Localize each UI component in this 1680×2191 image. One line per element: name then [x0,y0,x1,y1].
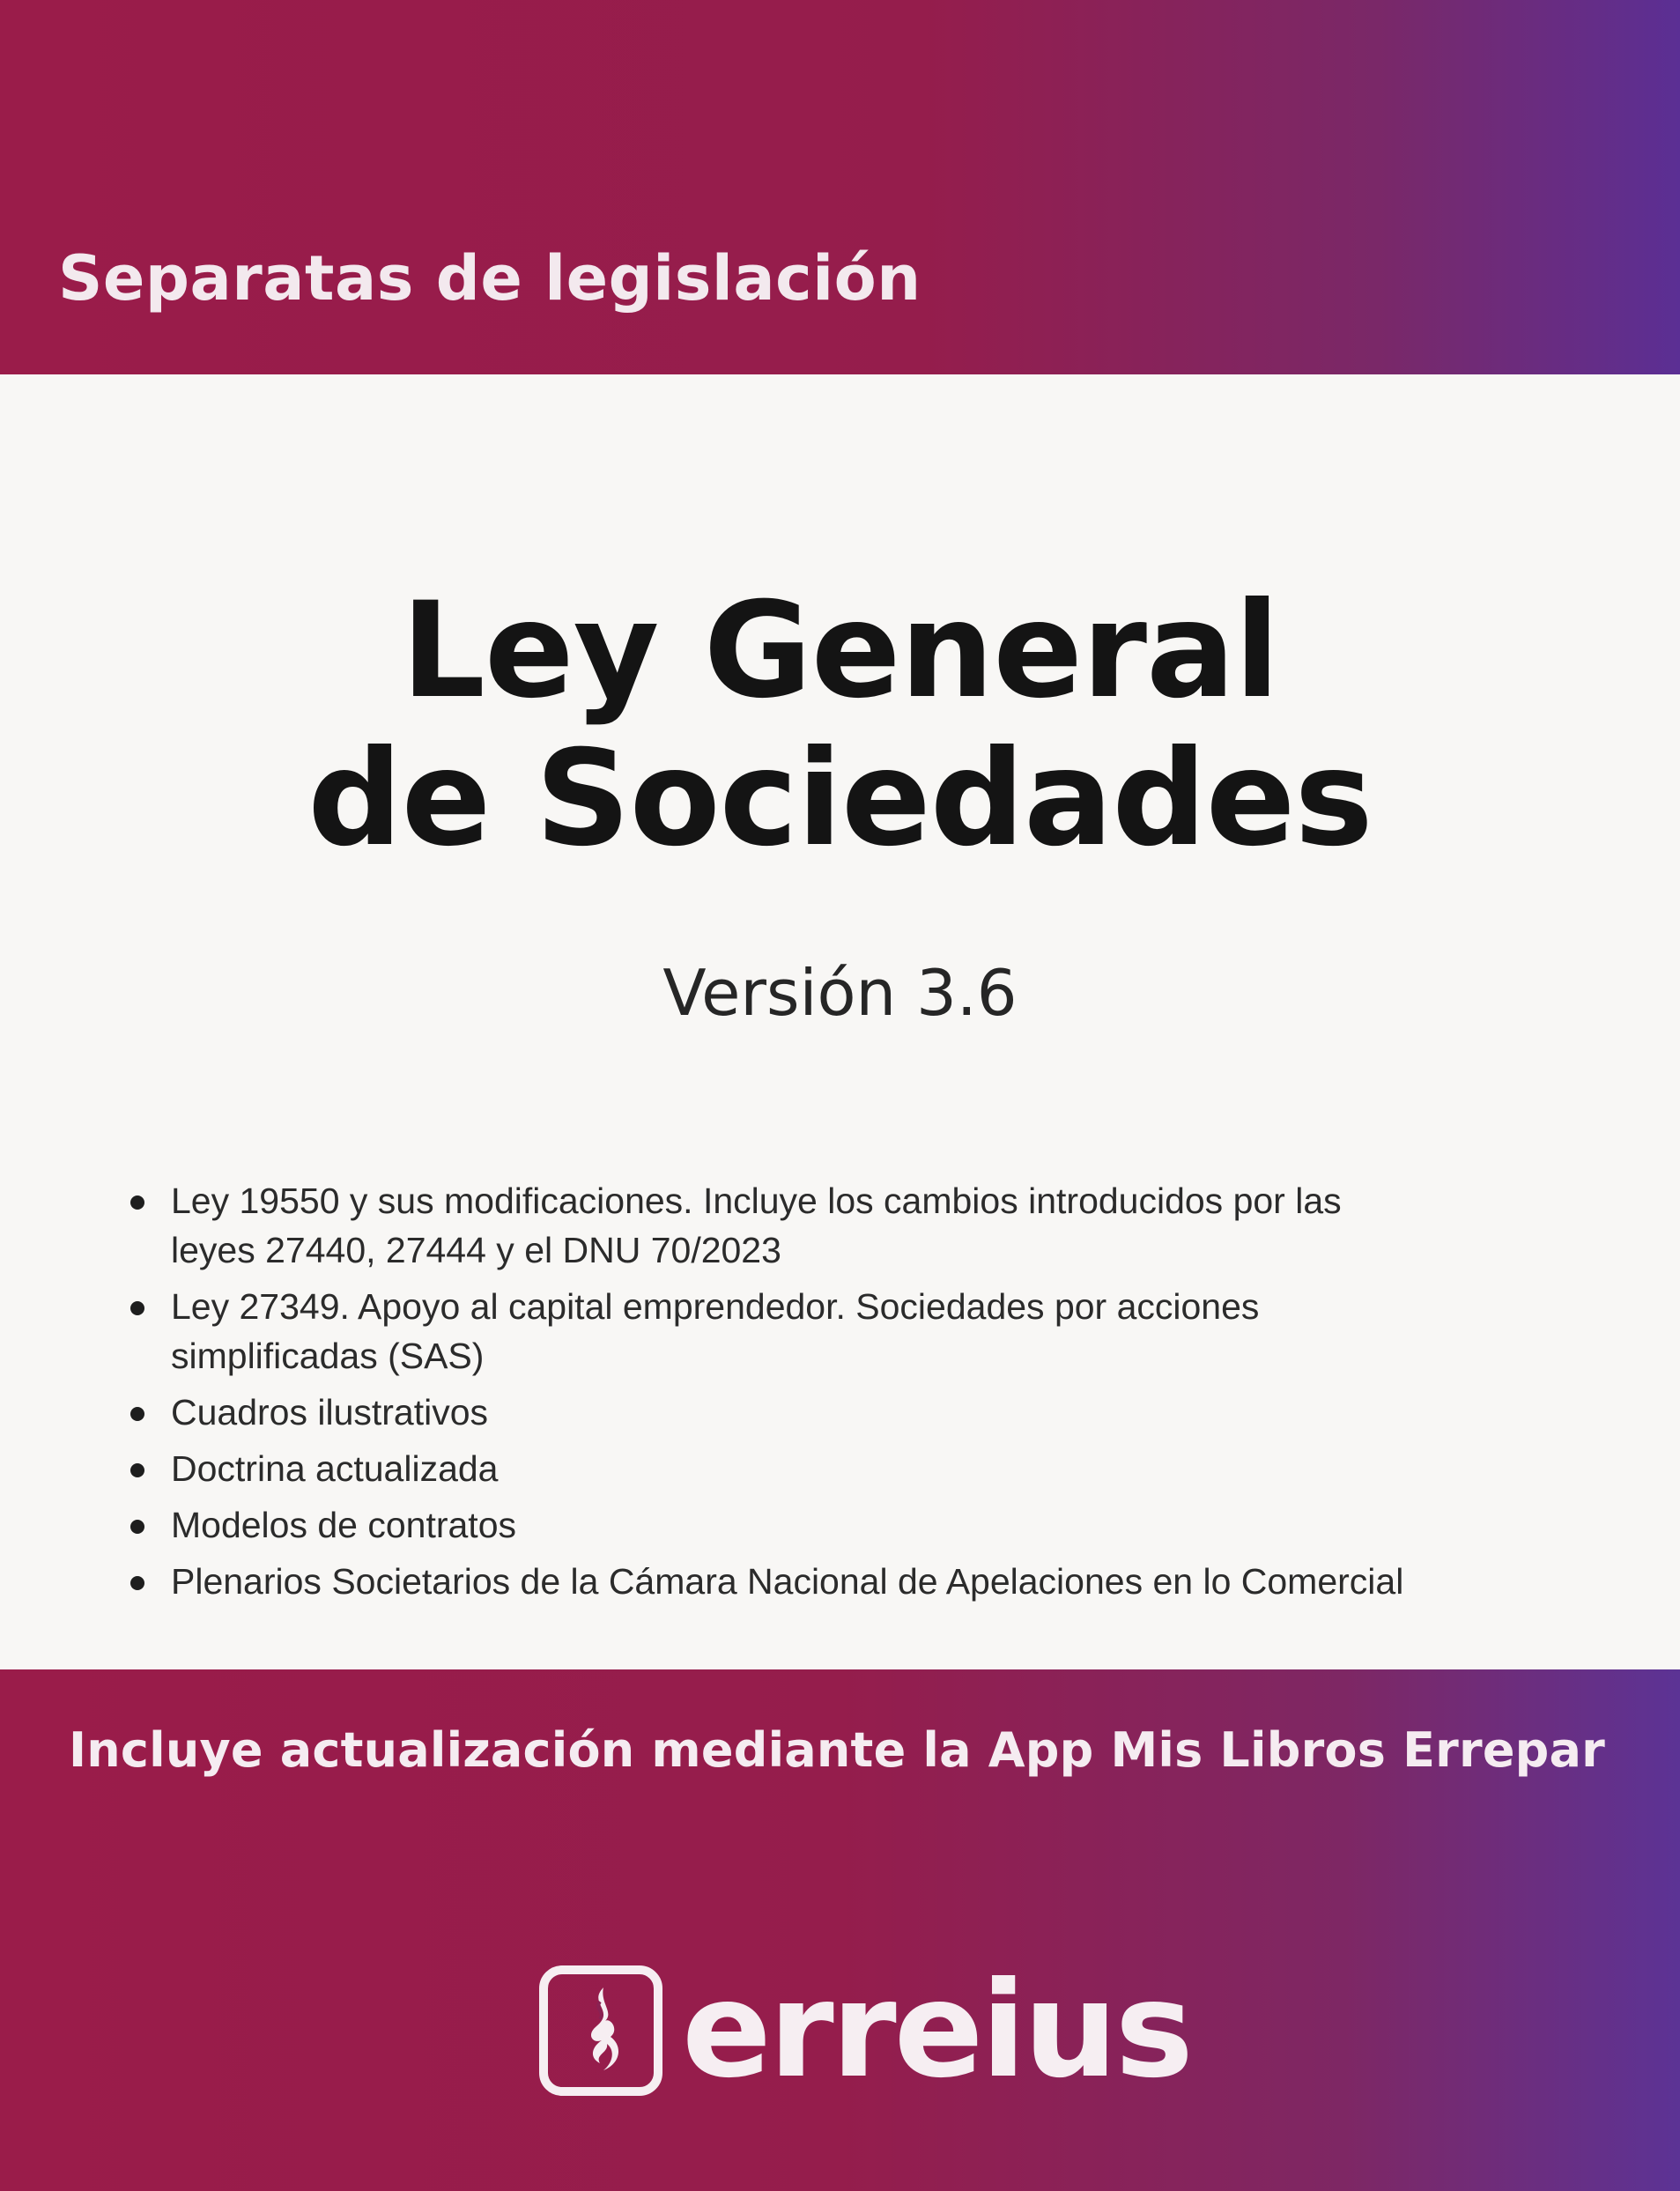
bullet-icon [130,1463,144,1477]
feature-list [123,1176,1533,1613]
feature-item [123,1282,1533,1380]
bullet-icon [130,1301,144,1315]
feature-item [123,1444,1533,1493]
bullet-icon [130,1576,144,1590]
feature-text: Cuadros ilustrativos [171,1392,489,1432]
flame-icon [539,1965,662,2096]
feature-text: Ley 27349. Apoyo al capital emprendedor. Sociedades por acciones [171,1286,1260,1327]
title-line-2: de Sociedades [307,722,1373,876]
bullet-icon [130,1407,144,1421]
feature-item [123,1557,1533,1606]
book-title [0,574,1680,876]
feature-text: Plenarios Societarios de la Cámara Nacional de Apelaciones en lo Comercial [171,1561,1404,1602]
series-title: Separatas de legislación [58,242,921,315]
feature-item [123,1176,1533,1275]
title-line-1: Ley General [401,574,1279,728]
feature-text-cont: leyes 27440, 27444 y el DNU 70/2023 [171,1230,781,1270]
bullet-icon [130,1520,144,1534]
feature-item [123,1388,1533,1437]
feature-text-cont: simplificadas (SAS) [171,1336,485,1376]
bullet-icon [130,1195,144,1210]
feature-item [123,1500,1533,1550]
logo-text: erreius [682,1954,1191,2107]
version-label: Versión 3.6 [662,956,1018,1030]
top-band [0,0,1680,374]
feature-text: Modelos de contratos [171,1505,517,1545]
app-note: Incluye actualización mediante la App Mis Libros Errepar [69,1722,1605,1778]
erreius-logo [539,1954,1191,2107]
feature-text: Ley 19550 y sus modificaciones. Incluye los cambios introducidos por las [171,1181,1342,1221]
feature-text: Doctrina actualizada [171,1448,499,1489]
